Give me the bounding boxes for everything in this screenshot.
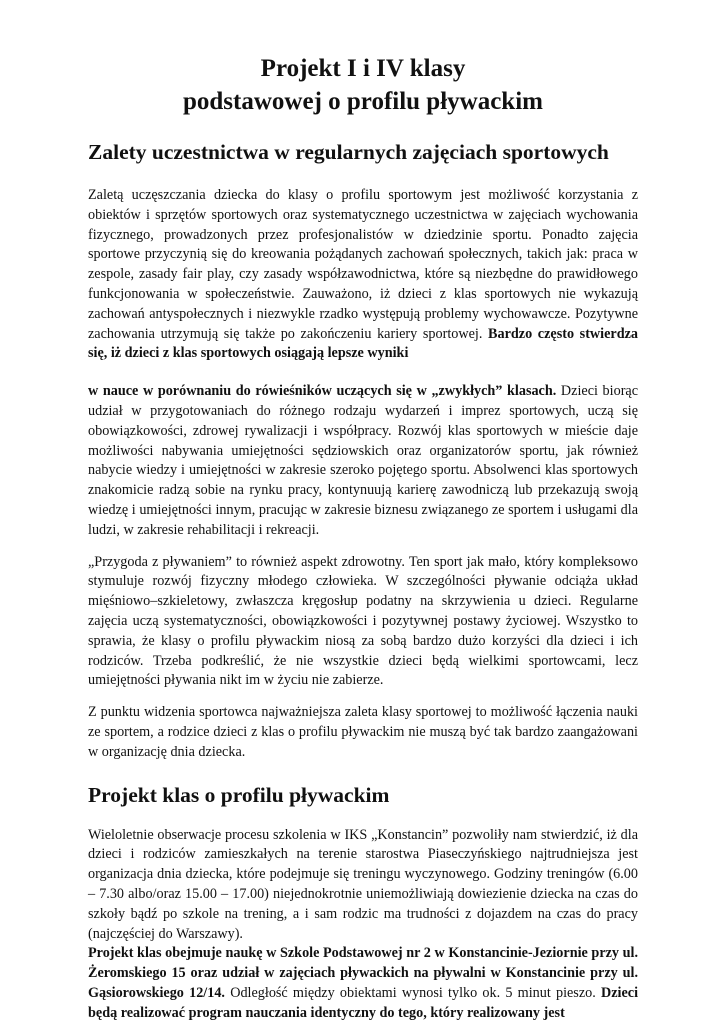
paragraph-benefits-2 <box>88 382 638 540</box>
section-heading-benefits: Zalety uczestnictwa w regularnych zajęciach sportowych <box>88 140 609 164</box>
paragraph-bold-text: Dzieci będą realizować program nauczania identyczny do tego, który realizowany jest <box>88 984 639 1021</box>
paragraph-bold-text: Projekt klas obejmuje naukę w Szkole Podstawowej nr 2 w Konstancinie-Jeziornie przy ul. Żeromskiego 15 oraz udział w zajęciach pływackich na pływalni w Konstancinie przy ul. Gąsiorowskiego 12/14. <box>88 945 638 1001</box>
paragraph-benefits-1 <box>88 186 638 364</box>
document-title <box>88 52 638 118</box>
paragraph-break <box>88 364 638 382</box>
paragraph-text: Zaletą uczęszczania dziecka do klasy o profilu sportowym jest możliwość korzystania z obiektów i sprzętów sportowych oraz systematycznego uczestnictwa w zajęciach wychowania fizycznego, prowadzonych przez profesjonalistów w dziedzinie sportu. Ponadto zajęcia sportowe przyczynią się do kreowania pożądanych zachowań społecznych, takich jak: praca w zespole, zasady fair play, czy zasady współzawodnictwa, które są niezbędne do prawidłowego funkcjonowania w społeczeństwie. Zauważono, iż dzieci z klas sportowych nie wykazują zachowań antyspołecznych i niezwykle rzadko występują problemy wychowawcze. Pozytywne zachowania utrzymują się także po zakończeniu kariery sportowej. <box>88 187 638 342</box>
title-line-1: Projekt I i IV klasy <box>260 55 466 82</box>
paragraph-text: Odległość między obiektami wynosi tylko ok. 5 minut pieszo. <box>230 984 596 1001</box>
paragraph-observations: Wieloletnie obserwacje procesu szkolenia w IKS „Konstancin” pozwoliły nam stwierdzić, iż dla dzieci i rodziców zamieszkałych na terenie starostwa Piaseczyńskiego najtrudniejsza jest organizacja dnia dziecka, które podejmuje się treningu wyczynowego. Godziny treningów (6.00 – 7.30 albo/oraz 15.00 – 17.00) niejednokrotnie uniemożliwiają dowiezienie dziecka na czas do szkoły bądź po szkole na trening, a i sam rodzic ma trudności z dojazdem na czas do pracy (najczęściej do Warszawy). <box>88 826 638 942</box>
paragraph-athlete-view: Z punktu widzenia sportowca najważniejsza zaleta klasy sportowej to możliwość łączenia nauki ze sportem, a rodzice dzieci z klas o profilu pływackim nie muszą być tak bardzo zaangażowani w organizację dnia dziecka. <box>88 704 638 760</box>
section-heading-project: Projekt klas o profilu pływackim <box>88 782 390 807</box>
paragraph-text: Dzieci biorąc udział w przygotowaniach do różnego rodzaju wydarzeń i imprez sportowych, uczą się obowiązkowości, zdrowej rywalizacji i współpracy. Rozwój klas sportowych w mieście daje możliwości nabywania umiejętności sędziowskich oraz organizatorów sportu, jak również nabycie wiedzy i umiejętności w zakresie szeroko pojętego sportu. Absolwenci klas sportowych znakomicie radzą sobie na rynku pracy, kontynuują karierę zawodniczą lub przekazują swoją wiedzę i umiejętności innym, pracując w zakresie biznesu związanego ze sportem i usługami dla ludzi, w zakresie rehabilitacji i rekreacji. <box>88 383 639 538</box>
paragraph-project-scope <box>88 944 638 1023</box>
paragraph-bold-text: w nauce w porównaniu do rówieśników uczących się w „zwykłych” klasach. <box>88 383 557 400</box>
title-line-2: podstawowej o profilu pływackim <box>183 88 543 115</box>
paragraph-bold-text: Bardzo często stwierdza się, iż dzieci z klas sportowych osiągają lepsze wyniki <box>88 325 638 362</box>
paragraph-health: „Przygoda z pływaniem” to również aspekt zdrowotny. Ten sport jak mało, który kompleksowo stymuluje rozwój fizyczny młodego człowieka. W szczególności pływanie odciąża układ mięśniowo–szkieletowy, zwłaszcza kręgosłup podatny na skrzywienia u dzieci. Regularne zajęcia uczą systematyczności, obowiązkowości i pozytywnej postawy życiowej. Wszystko to sprawia, że klasy o profilu pływackim niosą za sobą bardzo dużo korzyści dla dzieci i ich rodziców. Trzeba podkreślić, że nie wszystkie dzieci będą wielkimi sportowcami, lecz umiejętności pływania nikt im w życiu nie zabierze. <box>88 553 638 689</box>
